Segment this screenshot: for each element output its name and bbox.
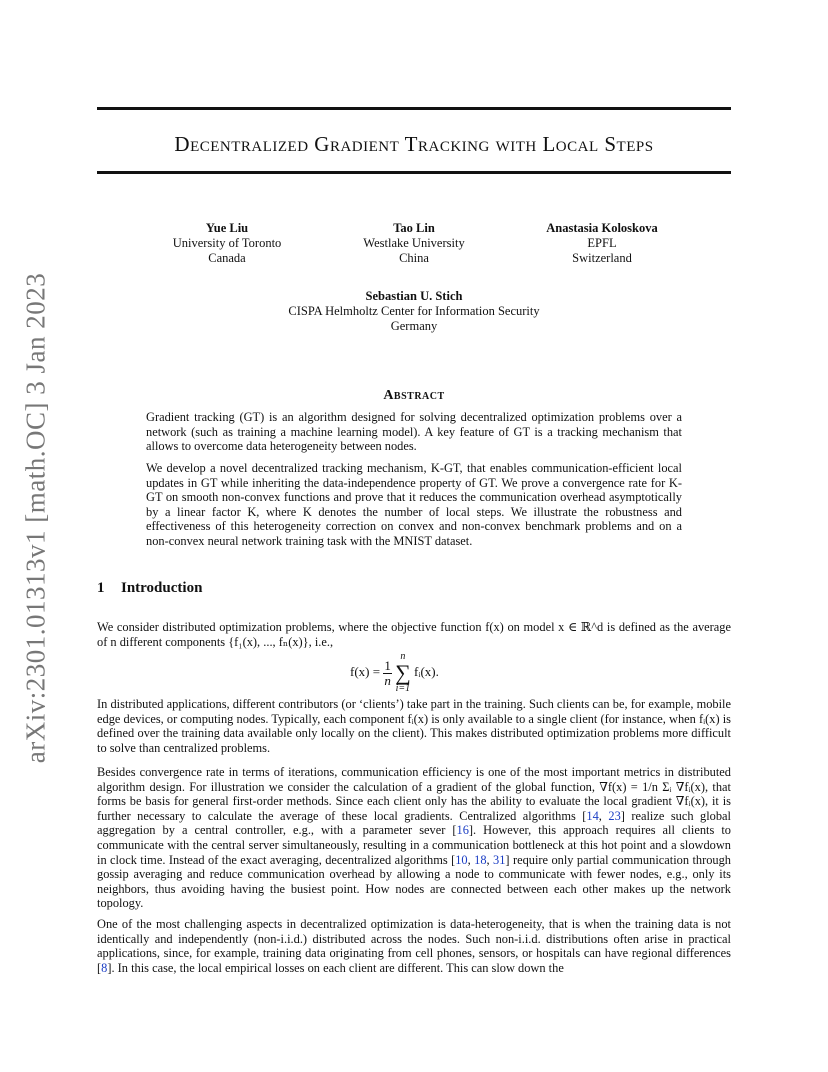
author-name: Tao Lin — [393, 221, 435, 235]
citation-link[interactable]: 31 — [493, 852, 506, 867]
section-title: Introduction — [121, 580, 203, 596]
author-block — [145, 221, 309, 266]
sigma-symbol: ∑ — [395, 660, 411, 685]
equation-summation: n ∑ i=1 — [395, 651, 411, 694]
author-block — [510, 221, 694, 266]
abstract-paragraph: Gradient tracking (GT) is an algorithm designed for solving decentralized optimization problems over a network (such as training a machine learning model). A key feature of GT is a tracking mechanism that allows to overcome data heterogeneity between nodes. — [146, 410, 682, 454]
citation-link[interactable]: 14 — [586, 808, 599, 823]
citation-link[interactable]: 16 — [456, 823, 469, 838]
author-name: Sebastian U. Stich — [365, 289, 463, 303]
body-paragraph: We consider distributed optimization problems, where the objective function f(x) on model x ∈ ℝ^d is defined as the average of n different components {f₁(x), ..., fₙ(x)}, i.e., — [97, 620, 731, 649]
equation — [350, 652, 439, 694]
body-paragraph: One of the most challenging aspects in decentralized optimization is data-heterogeneity, that is when the training data is not identically and independently (non-i.i.d.) distributed across the nodes. Such non-i.i.d. distributions often arise in practical applications, since, for example, training data originating from cell phones, sensors, or hospitals can have regional differences [8]. In this case, the local empirical losses on each client are different. This can slow down the — [97, 917, 731, 975]
author-block — [332, 221, 496, 266]
author-affiliation: EPFL — [587, 236, 617, 250]
author-affiliation: University of Toronto — [172, 236, 282, 250]
body-paragraph: In distributed applications, different contributors (or ‘clients’) take part in the training. Such clients can be, for example, mobile edge devices, or computing nodes. Typically, each component fᵢ(x) is only available to a single client (for instance, when fᵢ(x) is defined over the training data available only locally on the client). This makes distributed optimization problems more difficult to solve than centralized problems. — [97, 697, 731, 755]
author-affiliation: Westlake University — [363, 236, 465, 250]
body-paragraph: Besides convergence rate in terms of iterations, communication efficiency is one of the most important metrics in distributed algorithm design. For illustration we consider the calculation of a gradient of the global function, ∇f(x) = 1/n Σᵢ ∇fᵢ(x), that forms be basis for general first-order methods. Since each client only has the ability to evaluate the local gradient ∇fᵢ(x), it is further necessary to calculate the average of these local gradients. Centralized algorithms [14, 23] realize such global aggregation by a central controller, e.g., with a parameter sever [16]. However, this approach requires all clients to communicate with the central server simultaneously, resulting in a communication bottleneck at this hot point and a slowdown in clock time. Instead of the exact averaging, decentralized algorithms [10, 18, 31] require only partial communication through gossip averaging and reduce communication overhead by allowing a node to communicate with fewer nodes, e.g., only its neighbors, thus avoiding having the busiest point. How nodes are connected between each other makes up the network topology. — [97, 765, 731, 911]
citation-link[interactable]: 18 — [474, 852, 487, 867]
abstract-heading: Abstract — [383, 388, 445, 403]
arxiv-id: arXiv:2301.01313v1 [math.OC] 3 Jan 2023 — [20, 272, 51, 764]
section-heading — [97, 580, 202, 597]
author-name: Anastasia Koloskova — [546, 221, 658, 235]
equation-rhs: fᵢ(x). — [414, 663, 439, 679]
arxiv-sidebar — [16, 238, 56, 798]
title-rule-bottom — [97, 171, 731, 174]
author-affiliation: CISPA Helmholtz Center for Information Security — [288, 304, 540, 318]
citation-link[interactable]: 10 — [455, 852, 468, 867]
citation-link[interactable]: 23 — [608, 808, 621, 823]
citation-link[interactable]: 8 — [101, 960, 108, 975]
equation-lhs: f(x) = — [350, 663, 381, 679]
author-block — [214, 289, 614, 334]
paper-title: Decentralized Gradient Tracking with Local Steps — [174, 132, 654, 156]
title-rule-top — [97, 107, 731, 110]
author-location: Canada — [208, 251, 246, 265]
author-location: Germany — [390, 319, 438, 333]
equation-fraction: $\frac{1}{n}$ — [384, 657, 391, 688]
section-number: 1 — [97, 580, 105, 596]
author-location: China — [399, 251, 429, 265]
author-location: Switzerland — [572, 251, 632, 265]
abstract-paragraph: We develop a novel decentralized tracking mechanism, K-GT, that enables communication-efficient local updates in GT while inheriting the data-independence property of GT. We prove a convergence rate for K-GT on smooth non-convex functions and prove that it reduces the communication overhead asymptotically by a linear factor K, where K denotes the number of local steps. We illustrate the robustness and effectiveness of this heterogeneity correction on convex and non-convex benchmark problems and on a non-convex neural network training task with the MNIST dataset. — [146, 461, 682, 548]
author-name: Yue Liu — [205, 221, 249, 235]
